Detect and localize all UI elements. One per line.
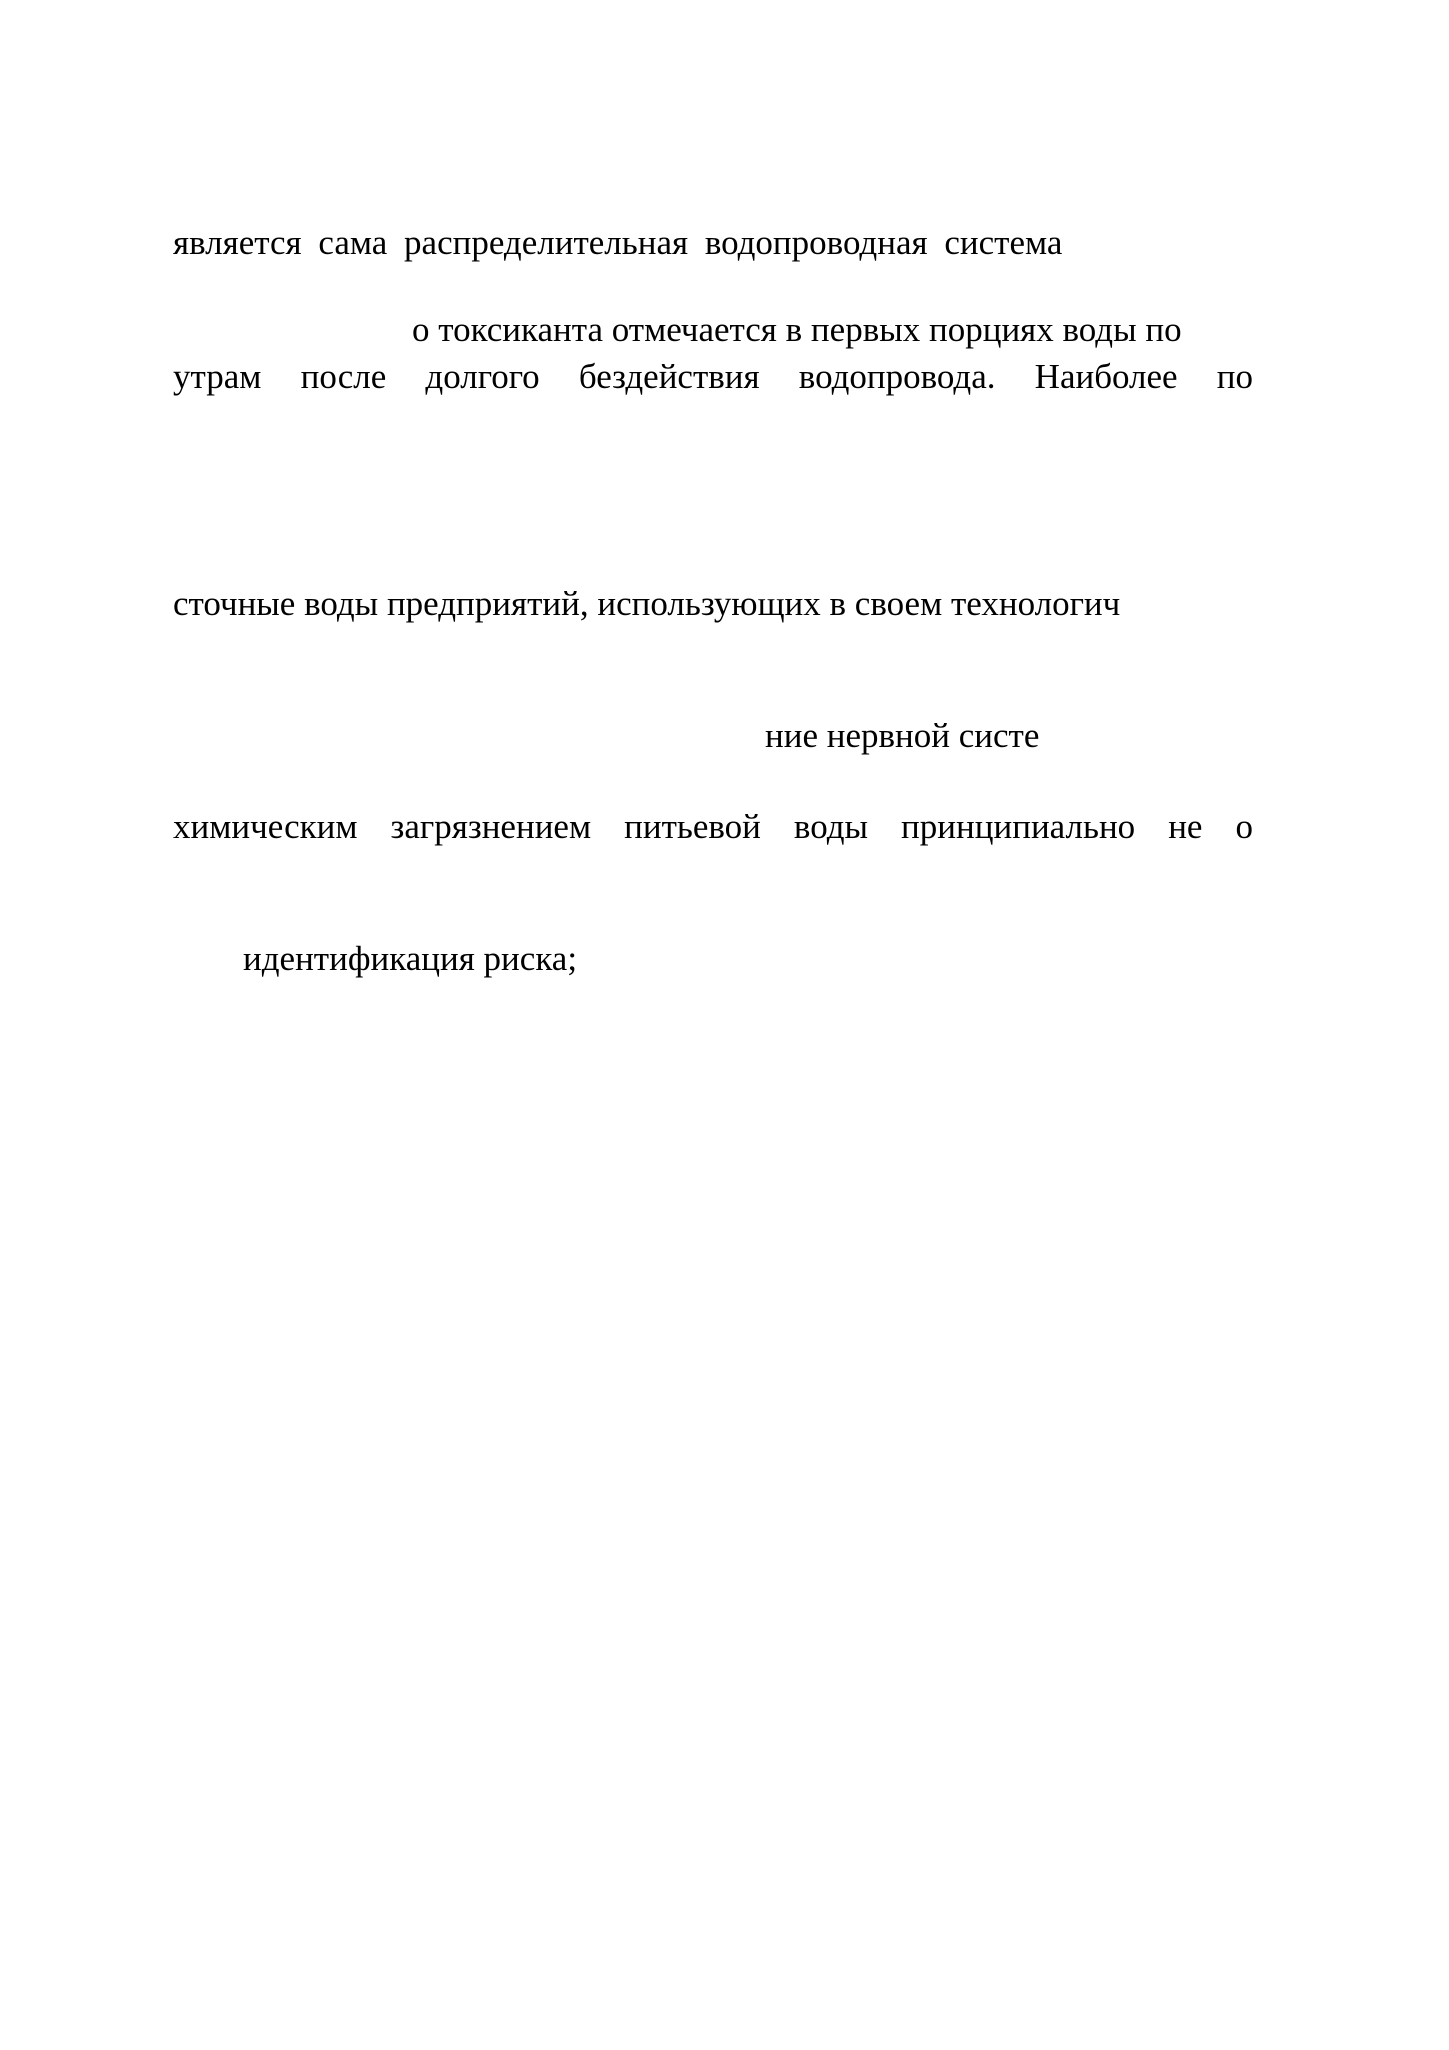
text-line-1: является сама распределительная водопроводная система: [173, 223, 1063, 262]
text-line-4: сточные воды предприятий, использующих в своем технологич: [173, 584, 1121, 623]
text-line-7: идентификация риска;: [243, 939, 578, 978]
text-line-6: химическим загрязнением питьевой воды принципиально не о: [173, 807, 1253, 846]
text-line-2: о токсиканта отмечается в первых порциях воды по: [412, 310, 1182, 349]
text-line-5: ние нервной систе: [765, 716, 1040, 755]
text-line-3: утрам после долгого бездействия водопровода. Наиболее по: [173, 357, 1253, 396]
